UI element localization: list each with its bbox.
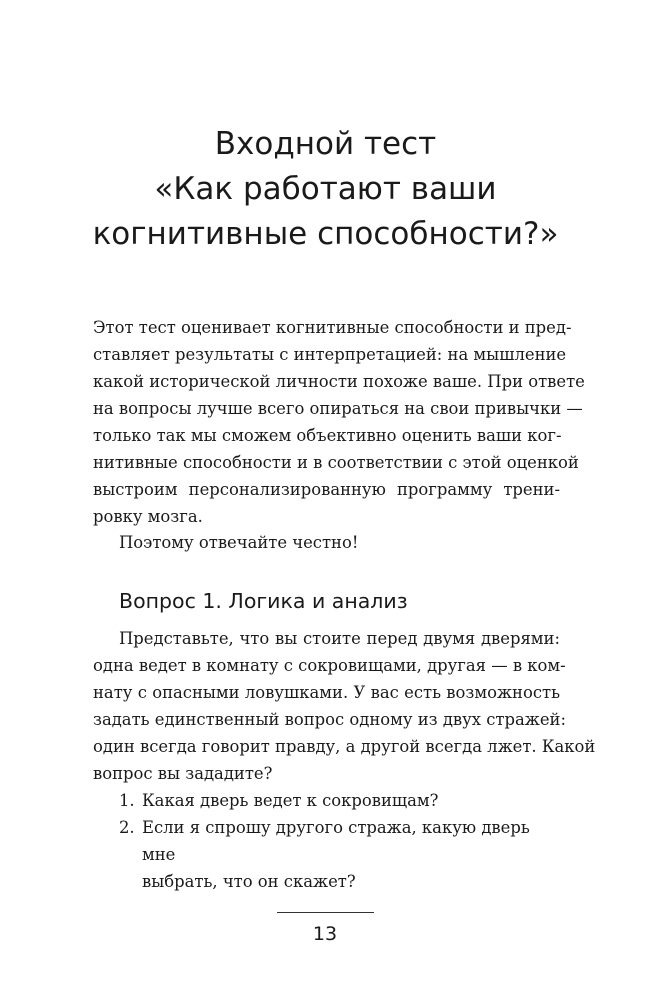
question-line-4: задать единственный вопрос одному из двух стражей: — [93, 710, 566, 729]
title-line-2: «Как работают ваши — [154, 171, 497, 207]
answer-number: 2. — [119, 818, 135, 837]
intro-line-7: выстроим персонализированную программу трени- — [93, 480, 560, 499]
intro-line-1: Этот тест оценивает когнитивные способности и пред- — [93, 318, 572, 337]
intro-line-3: какой исторической личности похоже ваше. При ответе — [93, 372, 585, 391]
intro-line-6: нитивные способности и в соответствии с этой оценкой — [93, 453, 579, 472]
answer-number: 1. — [119, 791, 135, 810]
honesty-note: Поэтому отвечайте честно! — [119, 533, 359, 552]
page-number: 13 — [312, 923, 338, 945]
title-line-3: когнитивные способности?» — [92, 216, 559, 252]
intro-line-8: ровку мозга. — [93, 507, 203, 526]
question-text — [93, 625, 596, 787]
answer-text: Какая дверь ведет к сокровищам? — [142, 791, 439, 810]
answer-text: Если я спрошу другого стража, какую дверь мне — [142, 818, 530, 864]
answer-options — [119, 787, 559, 895]
intro-line-2: ставляет результаты с интерпретацией: на мышление — [93, 345, 567, 364]
intro-line-4: на вопросы лучше всего опираться на свои привычки — — [93, 399, 583, 418]
question-line-5: один всегда говорит правду, а другой всегда лжет. Какой — [93, 737, 596, 756]
intro-line-5: только так мы сможем объективно оценить ваши ког- — [93, 426, 562, 445]
question-heading: Вопрос 1. Логика и анализ — [119, 589, 408, 613]
intro-paragraph — [93, 314, 585, 530]
footer-divider — [277, 912, 374, 913]
question-line-2: одна ведет в комнату с сокровищами, другая — в ком- — [93, 656, 566, 675]
answer-option-1 — [119, 787, 559, 814]
answer-option-2 — [119, 814, 559, 895]
question-line-1: Представьте, что вы стоите перед двумя дверями: — [119, 629, 560, 648]
title-line-1: Входной тест — [214, 126, 437, 162]
answer-text-cont: выбрать, что он скажет? — [142, 872, 356, 891]
chapter-title — [60, 122, 591, 257]
question-line-3: нату с опасными ловушками. У вас есть возможность — [93, 683, 560, 702]
question-line-6: вопрос вы зададите? — [93, 764, 273, 783]
